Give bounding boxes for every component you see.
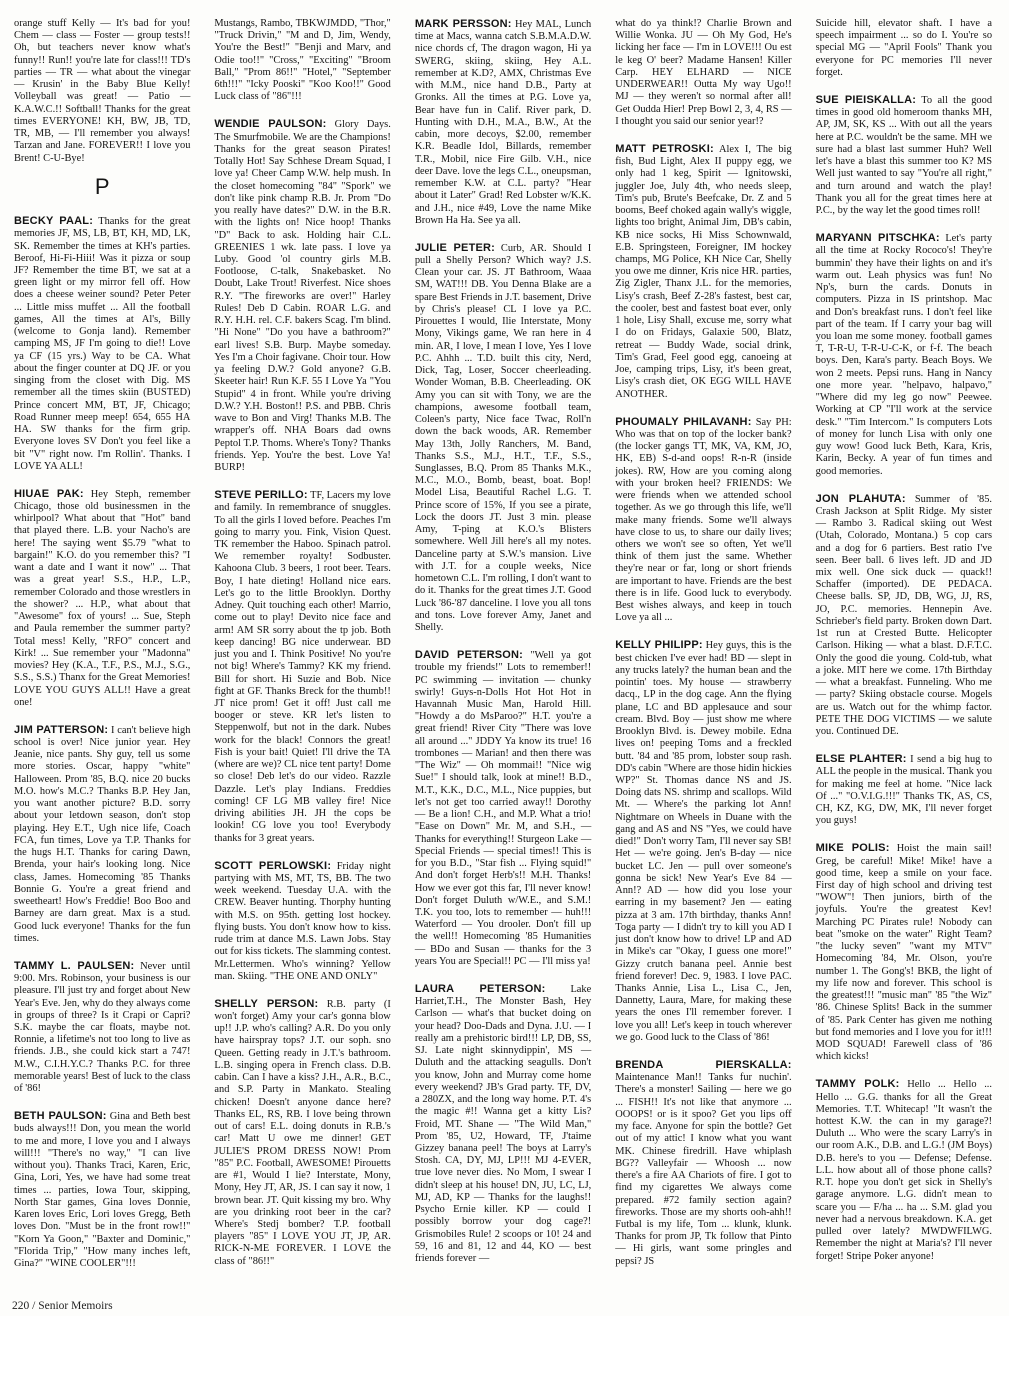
student-name: ELSE PLAHTER: — [815, 753, 907, 766]
bottom-margin — [0, 1316, 1009, 1390]
student-name: STEVE PERILLO: — [214, 489, 308, 502]
student-name: MIKE POLIS: — [815, 842, 890, 855]
student-name: BECKY PAAL: — [14, 215, 94, 228]
memoir-entry — [415, 242, 591, 635]
continued-text: what do ya think!? Charlie Brown and Willie Wonka. JU — Oh My God, He's licking her face — I'm in LOVE!!! Ou est le keg O' beer? Madame Hansen! Killer Carp. HEY ELHARD — NICE UNDERWEAR!! Outta My way Ugo!! MJ — they weren't so normal after all! Get Oudda Hier! Prep Bowl 2, 3, 4, RS — I thought you said our senior year!? — [615, 18, 792, 127]
memoir-text: Hoist the main sail! Greg, be careful! Mike! Mike! have a good time, keep a smile on your face. First day of high school and driving test "WOW"! Then juniors, birth of the joyfuls. You're the greatest Kev! Marching PC Pirates rule! Nobody can beat "smoke on the water" Right Team? "the lucky seven" "want my MTV" Homecoming '84, Mr. Olson, you're number 1. The Gong's! BKB, the light of my life now and forever. This school is the greatest!!! "music man" '85 "the Wiz" '86. Chinese Splits! Back in the summer of '85. Park Center has given me nothing but fond memories and I love you for it!!! MOD SQUAD! Farewell class of '86 which kicks! — [815, 843, 993, 1063]
page-footer: 220 / Senior Memoirs — [12, 1300, 113, 1312]
memoir-text: Let's party all the time at Rocky Rococo's! They're bummin' they have their lights on and it's warm out. Leah physics was fun! No Np's, burn the cards. Donuts in computers. Pizza in IS printshop. Mac and Don's breakfast runs. I don't feel like part of the team. If I carry your bag will you loan me some money. football games T, T-R-U, T-R-U-C-K, or f-f. The beach boys. Den, Kara's party. Beach Boys. We won 2 meets. Pepsi runs. Hang in Nancy one more year. "helpavo, halpavo," "Where did my leg go now" Peewee. Working at CP "I'll work at the service desk." "Tim Intercom." Is computers Lots of money for lunch Lisa with only one guy wow! Good luck Beth, Kara, Kris, Karin, Becky. A year of fun times and good memories. — [815, 233, 993, 477]
continued-text: Mustangs, Rambo, TBKWJMDD, "Thor," "Truck Drivin," "M and D, Jim, Wendy, You're the Best!" "Benji and Marv, and Odie too!!" "Cross," "Exciting" "Broom Ball," "Prom 86!!" "Hotel," "September 6th!!!" "Icky Pooski" "Koo Koo!!" Good Luck class of "86"!!! — [214, 18, 391, 103]
memoir-entry — [415, 649, 591, 968]
memoir-text: TF, Lacers my love and family. In remembrance of snuggles. To all the girls I loved before. Peaches I'm going to marry you. Fink, Vision Quest. TK remember the Haboo. Spinach patrol. We remember royalty! Sodbuster. Kahoona Club. 3 beers, 1 root beer. Tears. Boy, I hate dieting! Holland nice ears. Let's go to the little Brooklyn. Dorthy Adney. Quit touching each other! Marrio, come out to play! Devito nice face and arm! AM SR sorry about the tp job. Both keep dancing! BG nice underwear. BD just you and I. Think Positive! No you're not big! Where's Tammy? KK my friend. Bill for short. Hi Suzie and Bob. Nice fight at GF. Thanks Breck for the thumb!! JT nice prom! Get it off! Just call me booger or steve. KR let's listen to Steppenwolf, but not in the dark. Nubes work for the black! Connors the great! Fish is your bait! Quiet! I'll drive the TA (where are we)? CL nice tent party! Dome so close! Deb let's do our video. Razzle Dazzle. Let's play Indians. Freddies coming! CF LG MB valley fire! Nice driving abilities JH. JH the cops be lookin! CG love you too! Everybody thanks for 3 great years. — [214, 490, 391, 844]
memoir-text: Summer of '85. Crash Jackson at Split Ridge. My sister — Rambo 3. Radical skiing out West (Utah, Colorado, Montana.) 5 cop cars and a dog for 6 partiers. Best ratio I've seen. Beer ball. 6 lives left. JD and JD mix well. One sick duck — quack!! Schaffer (imported). DE PEDACA. Cheese balls. SP, JD, DB, WG, JJ, RS, JO, P.C. memories. Hennepin Ave. Schrieber's field party. Broken down Dart. 1st run at Crested Butte. Helicopter Carlson. Hiking — what a blast. D.F.T.C. Only the good die young. Cold-tub, what a joke. MIT here we come. 17th Birthday — what a breakfast. Funneling. Who me — party? Skiing obstacle course. Mogels are us. Watch out for the whimp factor. PETE THE DOG VICTIMS — we salute you. Continued DE. — [815, 493, 993, 738]
student-name: JULIE PETER: — [414, 241, 496, 254]
student-name: MARYANN PITSCHKA: — [815, 232, 940, 245]
memoir-text: To all the good times in good old homeroom thanks MH, AP, JM, SK, KS ... With out all the years here at P.C. wouldn't be the same. MH we sure had a blast last summer Huh? Well let's have a blast this summer too K? MS Well just wanted to say "You're all right," and turn around and watch the play! Thank you all for the great times here at P.C., by the way let the good times roll! — [815, 94, 993, 217]
column-5 — [804, 18, 1004, 1298]
student-name: LAURA PETERSON: — [414, 982, 546, 995]
memoir-entry — [14, 215, 190, 473]
memoir-entry — [615, 143, 791, 401]
memoir-entry — [615, 416, 791, 625]
memoir-text: "Well ya got trouble my friends!" Lots to remember!! PC swimming — invitation — chunky swirly! Guys-n-Dolls Hot Hot Hot in Havannah Music Man, Harold Hill. "Howdy a do MsParoo?" H.T. you're a great friend! River City "There was love all around ..." JDDY Ya know its true! 16 trombones — Marian! and then there was "The Wiz" — Oh mommai!! "Nice wig Sue!" I should talk, look at mine!! B.D., M.T., K.K., D.C., M.L., Nice puppies, but let's not get too carried away!! Dorothy — Be a lion! C.H., and M.P. What a trio! "Ease on Down" Mr. M, and S.H., — Thanks for everything!! Sturgeon Lake — Special Friends — special times!! This is for you B.D., "Star fish ... Flying squid!" And don't forget Herb's!! M.H. Thanks! How we ever got this far, I'll never know! Don't forget Duluth w/W.E., and S.M.! T.K. you too, lots to remember — huh!!! Waterford — You drooler. Don't fill up the well!! Homecoming '85 Humanities — BDo and Susan — thanks for the 3 years You are Special!! PC — I'll miss ya! — [414, 650, 592, 967]
student-name: SCOTT PERLOWSKI: — [214, 859, 332, 872]
student-name: BETH PAULSON: — [14, 1110, 107, 1123]
memoir-text: R.B. party (I won't forget) Amy your car's gonna blow up!! J.P. who's calling? A.R. Do you only have hairspray tops? J.T. our soph. sno Queen. Getting ready in J.T.'s bathroom. L.B. singing opera in French class. D.B. cabin. Can I have a kiss? J.H., A.R., B.C., and S.P. Party in Mankato. Stealing chicken! Doesn't anyone dance here? Thanks EL, RS, RB. I love being thrown out of cars! E.L. doing donuts in R.B.'s car! Matt U owe me dinner! GET JULIE'S PROM DRESS NOW! Prom "85" P.C. Football, AWESOME! Pirouetts are #1, Would I lie? Interstate, Mony, Mony, Hey JT, AR, JS. I can say it now, 1 brown bear. JT. Quit kissing my bro. Why are you drinking root beer in the car? Where's Stedj bomber? T.P. football players "85" I LOVE YOU JT, JP, AR. RICK-N-ME FOREVER. I LOVE the class of "86!!" — [214, 998, 391, 1267]
continued-text: orange stuff Kelly — It's bad for you! Chem — class — Foster — group tests!! Oh, but teachers never know what's funny!! Run!! you're late for class!!! TD's parties — TR — what about the vinegar — Krusin' in the Baby Blue Kelly! Volleyball was great! — Patio — K.A.W.C.!! Softball! Thanks for the great times EVERYONE! KH, BW, JB, TD, TR, MB, — I'll remember you always! Tarzan and Jane. FOREVER!! I love you Brent! C-U-Bye! — [14, 18, 191, 164]
student-name: SUE PIEISKALLA: — [815, 93, 917, 106]
student-name: KELLY PHILIPP: — [615, 639, 703, 652]
memoir-entry — [214, 860, 390, 983]
memoir-entry — [214, 998, 390, 1268]
memoir-entry — [816, 232, 992, 478]
continued-text: Suicide hill, elevator shaft. I have a speech impairment ... so do I. You're so special MG — "April Fools" Thank you everyone for PC memories I'll never forget. — [815, 18, 993, 78]
memoir-entry — [14, 960, 190, 1096]
memoir-text: Gina and Beth best buds always!!! Don, you mean the world to me and more, I love you and I always will!!! "There's no way," "I can live without you). Thanks Traci, Karen, Eric, Gina, Lori, Yes, we have had some treat times ... parties, Iowa Tour, skipping, North Star games, Gina loves Donnie, Karen loves Eric, Lori loves Gregg, Beth loves Don. "Must be in the front row!!" "Korn Ya Goon," "Baxter and Dominic," "Florida Trip," "How many inches left, Gina?" "WINE COOLER"!!! — [14, 1111, 191, 1269]
memoir-text: Alex I, The big fish, Bud Light, Alex II puppy egg, we only had 1 keg, Spirit — Ignitowski, juggler Joe, July 4th, who needs sleep, Tim's pub, Brute's Beefcake, Dr. Z and 5 booms, Beef choked again wally's wiggle, lights too bright, Animal Jim, DB's cabin, KB nice socks, Hi Miss Schownwald, E.B. Springsteen, Foreigner, IM hockey champs, MG Police, KH Nice Car, Shelly you owe me dinner, Kris nice HR. parties, Zig Zigler, Thanx J.L. for the memories, Lisy's crash, Beef Z-28's fastest, best car, the cooler, best and fastest boat ever, only 1 hole, Lisy Shall, excuse me, sorry what I do on Fridays, Galaxie 500, Blatz, retreat — Buddy Wade, social drink, Tim's Grad, Feel good egg, canoeing at Joe, camping trips, Lisy, it's been great, Lisy's crash diet, OK EGG WILL HAVE ANOTHER. — [615, 143, 792, 400]
student-name: MATT PETROSKI: — [615, 142, 714, 155]
memoir-text: Curb, AR. Should I pull a Shelly Person? Which way? J.S. Clean your car. JS. JT Bathroom, Waaa SM, WAT!!! DB. You Denna Blake are a spare Best Friends in J.T. basement, Drive by Chris's please! CL I love ya P.C. Pirouettes I would, Ilie Interstate, Mony Mony, Vikings game, We ran here in 4 min. AR, I love, I mean I love, Yes I love P.C. Ahhh ... T.D. built this city, Nerd, Dick, Tag, Loser, Soccer cheerleading. Wonder Woman, B.B. Cheerleading. OK Amy you can sit with Tony, we are the champions, awesome football team, Coleen's party, Nice face Twac, Roll'n down the back woods, AR. Remember May 13th, Jolly Ranchers, M. Band, Thanks S.S., M.J., H.T., T.F., S.S., Sunglasses, B.Q. Prom 85 Thanks M.K., M.C., M.O., Bomb, beast, boat. Bop! Model Lisa, Beautiful Rachel L.G. T. Prince score of 15%, If you see a pirate, Lock the doors JT. Just 3 min. please Amy, T-ping at K.O.'s Blisters somewhere. Well Jill here's all my notes. Danceline party at S.W.'s mansion. Live with J.T. for a couple weeks, Nice hometown C.L. I'm rolling, I don't want to do it. Thanks for the great times J.T. Good Luck '86-'87 danceline. I love you all tons and tons. Love forever Amy, Janet and Shelly. — [414, 242, 592, 634]
memoir-entry — [415, 18, 591, 227]
column-4 — [603, 18, 803, 1298]
memoir-text: Hey guys, this is the best chicken I've ever had! BD — slept in any trucks lately? the human bean and the pointin' toes. My house — strawberry dacq., LP in the dog cage. Ann the flying plane, LC and BD applesauce and sour cream. Blvd. Boy — just show me where Brooklyn Blvd. is. Dewey mobile. Edna lives on! peeping Toms and a freckled butt. '84 and '85 prom, lobster soup rash. DD's cabin "Where are those hidin hickies WP?" St. Thomas dance NS and JS. Doing dats NS. shrimp and scallops. Wild Mt. — Where's the parking lot Ann! Nightmare on Wheels in Duane with the gang and AS and NS "Yes, we could have died!" Don't worry Tam, I'll never say SB! Het — we're going. Jen's B-day — nice bucket LC. Jen — pull over someone's gonna be sick! New Year's Eve 84 — Ann!? AD — how did you lose your earring in my basement? Jen — eating pizza at 3 am. 17th birthday, thanks Ann! Toga party — I didn't try to kill you AD I just don't know how to drive! LP and AD in Mike's car "Okay, I guess one more!" Gizzy crutch banana peel. Annie best friend forever! Dec. 9, 1983. I love PAC. Thanks Annie, Lisa L., Lisa C., Jen, Dannetty, Laura, Mare, for making these years the ones I'll remember forever. I love you all! Let's keep in touch wherever we go. Good luck to the Class of '86! — [615, 640, 792, 1043]
memoir-entry — [214, 489, 390, 845]
memoir-text: Maintenance Man!! Tanks fur nuchin'. There's a monster! Sailing — here we go ... FISH!! It's not like that anymore ... OOOPS! or is it spoo? Get you lips off my face. Anyone for spin the bottle? Get out of my attic! I know what you want MK. Chinese firedrill. Have whiplash BG?? Valleyfair — Whoosh ... now there's a fire AA Chariots of fire. I got to find my cigarettes We always come prepared. #72 family section again? fireworks. Those are my shorts ooh-ahh!! Futbal is my life, Tom ... klunk, klunk. Thanks for prom JP, Tk follow that Pinto — Hi girls, want some pringles and pepsi? JS — [615, 1072, 792, 1267]
student-name: WENDIE PAULSON: — [214, 118, 327, 131]
memoir-text: Hey MAL, Lunch time at Macs, wanna catch S.B.M.A.D.W. nice chords cf, The dragon wagon, Hi ya SWERG, skiing, skiing, Hey A.L. remember at K.D?, AMX, Christmas Eve with M.M., nice hand D.B., Party at Gronks. All the times at P.G. Love ya, Bear have fun in Calif. River park, D. Hunting with D.H., M.A., B.W., At the cabin, more decoys, $2.00, remember K.R. Beadle Idol, Billards, remember T.R., Mobil, nice Fire Gilb. V.H., nice deer Dave. love the legs C.L., oneupsman, remember K.W. at C.L. party? "Hear about it Later" Grad! Red Lobster w/K.K. and J.H., nice #49, Love the name Mike Brown Ha Ha. See ya all. — [414, 19, 592, 226]
student-name: TAMMY POLK: — [815, 1078, 900, 1091]
student-name: DAVID PETERSON: — [414, 649, 524, 662]
student-name: MARK PERSSON: — [414, 18, 512, 30]
column-3 — [403, 18, 603, 1298]
memoir-entry — [14, 1110, 190, 1270]
student-name: JIM PATTERSON: — [14, 723, 109, 736]
memoir-text: Lake Harriet,T.H., The Monster Bash, Hey Carlson — what's that bucket doing on your head? Doo-Dads and Dyna. J.U. — I really am a prehistoric bird!!! LP, DB, SS, SJ. Late night skinnydippin', MS — Duluth and the attacking seagulls. Don't you know, John and Murray come home every weekend? JB's Grad party. TF, DV, a 280ZX, and the long way home. P.T. 4's the magic #!! Wanna get a kitty Lis? Froid, MT. Shane — "The Wild Man," Prom '85, U2, Howard, TF, J'taime Gizzey banana peel! The boys at Larry's Stosh. CA, DY, MJ, LP!!! MJ 4-EVER, true love never dies. No Mom, I swear I didn't sleep at his house! DN, JU, LC, LJ, MJ, AD, KP — Thanks for the laughs!! Psycho Ernie killer. KP — could I possibly borrow your dog cage?! Grismobiles Rule! 2 scoops or 10! 24 and 59, 16 and 81, 12 and 44, KO — best friends forever — — [414, 983, 592, 1265]
memoir-text: I send a big hug to ALL the people in the musical. Thank you for making me feel at home. "Nice lack Of ..." "O.V.I.G.!!!" Thanks TK, AS, CS, CH, KZ, KG, DW, MK, I'll never forget you guys! — [815, 754, 993, 827]
memoir-entry — [816, 1078, 992, 1263]
text-columns — [2, 18, 1004, 1298]
memoir-text: Hey Steph, remember Chicago, those old businessmen in the whirlpool? What about that "Hot" band that played there. L.B. your Nacho's are here! The saying went $5.79 "what to bargain!" K.O. do you remember this? "I want a date and I want it now" ... That was a great year! S.S., H.P., L.P., remember Colorado and those wrestlers in the shower? ... H.P., what about that "Awesome" fox of yours! ... Sue, Steph and Paula remember the summer party? Total mess! Kelly, "RFO" concert and Kirk! ... Sue remember your "Madonna" movies? Hey (K.A., T.F., P.S., M.J., S.G., S.S., S.S.) Thanx for the Great Memories! LOVE YOU GUYS ALL!! Have a great one! — [14, 488, 191, 708]
student-name: HIUAE PAK: — [14, 487, 84, 500]
memoir-entry — [816, 493, 992, 739]
student-name: BRENDA PIERSKALLA: — [615, 1058, 792, 1071]
column-2 — [202, 18, 402, 1298]
memoir-entry — [14, 488, 190, 709]
student-name: TAMMY L. PAULSEN: — [14, 959, 135, 972]
memoir-entry — [415, 983, 591, 1265]
memoir-entry — [615, 1059, 791, 1268]
section-letter: P — [94, 173, 110, 199]
column-1 — [2, 18, 202, 1298]
memoir-entry — [14, 724, 190, 945]
memoir-text: I can't believe high school is over! Nice junior year. Hey Jeanie, nice pants. Shy guy, tell us some more stories. Oscar, happy "white" Halloween. Prom '85, B.Q. nice 20 bucks M.O. how's M.C.? Thanks B.P. Hey Jan, you want another picture? B.D. sorry about your letdown season, don't stop playing. Hey E.T., Ugh nice life, Coach FCA, fun times, Love ya T.P. Thanks for the hugs H.T. Thanks for caring Dawn, Brenda, your hair's looking long. Nice class, James. Homecoming '85 Thanks Bonnie G. You're a great friend and sweetheart! How's Freddie! Boo Boo and Barney are darn great. Max is a stud. Good luck everyone! Thanks for the fun times. — [14, 724, 191, 944]
memoir-entry — [816, 753, 992, 827]
memoir-entry — [816, 842, 992, 1063]
student-name: SHELLY PERSON: — [214, 997, 319, 1010]
memoir-text: Never until 9:00. Mrs. Robinson, your business is our pleasure. I'll just try and forget about New Year's Eve. Jen, why do they always come in groups of three? Is it Crapi or Capri? S.K. maybe the car floats, maybe not. Ronnie, a lifetime's not too long to live as friends. J.B., she could kick start a 747! M.W., C.I.H.Y.C.? Thanks P.C. for three memorable years! Best of luck to the class of '86! — [14, 960, 191, 1095]
memoir-text: Thanks for the great memories JF, MS, LB, BT, KH, MD, LK, SK. Remember the times at KH's parties. Beroof, Hi-Fi-Hiii! Was it pizza or soup JF? Remember the time BT, we sat at a green light or my mirror fell off. How does a cheese weiner sound? Peter Peter ... Little miss muffet ... All the football games, All the times at Al's, Billy (welcome to Gonja land). Remember camping MS, JF I'm going to die!! Love ya CF (15 yrs.) Way to be CA. What about the finger counter at DQ JF. or you singing from the closet with Dig. MS remember all the times skiin (BUSTED) Prince concert MM, BT, JF, Chicago; Road Runner meep meep! 654, 655 HA HA. SW thanks for the firm grip. Everyone loves SV Don't you feel like a bit "V" right now. I'm Rollin'. Thanks. I LOVE YA ALL! — [14, 216, 191, 472]
student-name: JON PLAHUTA: — [815, 492, 906, 505]
memoir-text: Friday night partying with MS, MT, TS, BB. The two week weekend. Tuesday U.A. with the CREW. Beaver hunting. Thorphy hunting with M.S. on 95th. getting lost hockey. flying busts. You don't know how to kiss. rude trim at dance M.S. Lawn Jobs. Stay out for kiss tickets. The slamming contest. Mr.Lettermen. Who's winning? Yellow man. Skiing. "THE ONE AND ONLY" — [214, 860, 391, 982]
memoir-entry — [615, 639, 791, 1044]
memoir-text: Say PH: Who was that on top of the locker bank? (the locker gangs TT, MK, VA, KM, JO, HK, EB) S-d-and oops! R-n-R (inside jokes). RW, How are you coming along with your broken heel? FRIENDS: We were friends when we attended school together. As we go through this life, we'll make many friends. Some we'll always have close to us, to share our daily lives; others we won't see so often, Yet we'll think of them just the same. Whether they're near or far, long or short friends are important to have. Friends are the best there is in life. Good luck to everybody. Best wishes always, and keep in touch Love ya all ... — [615, 416, 792, 624]
student-name: PHOUMALY PHILAVANH: — [615, 415, 752, 428]
memoir-entry — [816, 94, 992, 217]
memoir-text: Hello ... Hello ... Hello ... G.G. thanks for all the Great Memories. T.T. Whitecap! "It wasn't the hottest K.W. the can in my garage?! Duluth ... Who were the scary Larry's in our room A.K., D.B. and L.G.! (JM Boys) D.B. here's to you — Defense; Defense. L.L. how about all of those phone calls? R.T. hope you don't get sick in Shelly's garage anymore. L.G. didn't mean to scare you — F/ha ... ha ... S.M. glad you never had a nervous breakdown. K.A. get pulled over lately? MWDWFILWG. Remember the night at Maria's? I'll never forget! Stripe Poker anyone! — [815, 1079, 993, 1262]
memoir-text: Glory Days. The Smurfmobile. We are the Champions! Thanks for the great season Pirates! Totally Hot! Say Schhese Dream Squad, I love ya! Cheer Camp W.W. help mush. In the closet homecoming "84" "Spork" we don't like pink champ R.B. Jr. Prom "Do you really have dates?" D.W. in the B.R. with the lights on! Nice hoop! Thanks "D" Back to ask. Holding hair C.L. GREENIES 1 wk. late pass. I love ya Luby. Good 'ol country girls M.B. Footloose, C-talk, Snakebasket. No Doubt, Lake Trout! Riverfest. Nice shoes R.Y. "The fireworks are over!" Harley Rules! Deb D Cabin. ROAR L.G. and R.Y. H.H. rel. C.F. bakers Scag. I'm blind. "Hi None" "Do you have a bathroom?" earl lives! S.B. Burp. Maybe someday. Yes I'm a Choir fagivane. Choir tour. How ya feeling D.W.? Gold anyone? G.B. Skeeter hair! Run K.F. 55 I Love Ya "You Stupid" 4 in front. While you're driving D.W.? Y.H. Boston!! P.S. and PBB. Chris wave to Bon and Virg! Thanks M.B. The wrapper's off. NHA Boars dad owns Peptol T.P. Thoms. Where's Tony? Thanks friends. Yep. You're the best. Love Ya! BURP! — [214, 119, 391, 473]
memoir-entry — [214, 118, 390, 474]
